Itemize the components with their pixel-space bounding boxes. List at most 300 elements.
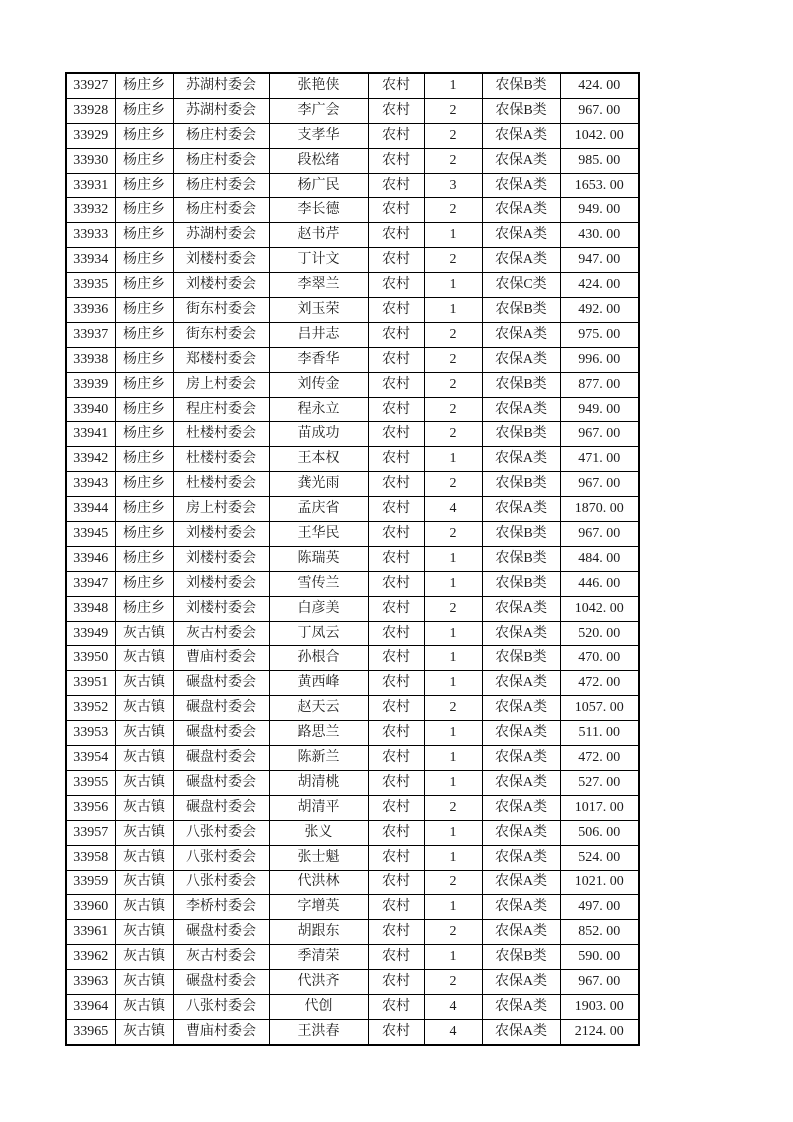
- cell-residence-type: 农村: [368, 173, 424, 198]
- cell-village-committee: 碾盘村委会: [173, 721, 269, 746]
- cell-township: 杨庄乡: [115, 372, 173, 397]
- cell-person-name: 刘传金: [269, 372, 368, 397]
- cell-person-name: 丁凤云: [269, 621, 368, 646]
- cell-township: 灰古镇: [115, 870, 173, 895]
- cell-person-count: 2: [424, 372, 482, 397]
- cell-amount: 996. 00: [560, 347, 639, 372]
- cell-person-name: 雪传兰: [269, 571, 368, 596]
- cell-record-id: 33950: [66, 646, 115, 671]
- cell-insurance-category: 农保B类: [482, 98, 560, 123]
- cell-person-count: 2: [424, 795, 482, 820]
- cell-record-id: 33957: [66, 820, 115, 845]
- table-row: [66, 795, 639, 820]
- cell-residence-type: 农村: [368, 746, 424, 771]
- cell-village-committee: 李桥村委会: [173, 895, 269, 920]
- cell-township: 杨庄乡: [115, 347, 173, 372]
- cell-village-committee: 杨庄村委会: [173, 123, 269, 148]
- cell-person-name: 王本权: [269, 447, 368, 472]
- records-table-body: [66, 73, 639, 1045]
- table-row: [66, 994, 639, 1019]
- cell-person-count: 1: [424, 298, 482, 323]
- cell-village-committee: 灰古村委会: [173, 945, 269, 970]
- cell-person-count: 1: [424, 546, 482, 571]
- table-row: [66, 173, 639, 198]
- cell-record-id: 33941: [66, 422, 115, 447]
- cell-person-name: 李广会: [269, 98, 368, 123]
- cell-insurance-category: 农保B类: [482, 571, 560, 596]
- cell-person-count: 2: [424, 148, 482, 173]
- cell-record-id: 33936: [66, 298, 115, 323]
- cell-insurance-category: 农保A类: [482, 223, 560, 248]
- cell-residence-type: 农村: [368, 223, 424, 248]
- cell-village-committee: 八张村委会: [173, 845, 269, 870]
- cell-insurance-category: 农保A类: [482, 248, 560, 273]
- cell-township: 杨庄乡: [115, 223, 173, 248]
- cell-village-committee: 八张村委会: [173, 994, 269, 1019]
- cell-village-committee: 街东村委会: [173, 322, 269, 347]
- cell-person-name: 张士魁: [269, 845, 368, 870]
- cell-person-name: 代洪齐: [269, 970, 368, 995]
- cell-village-committee: 杜楼村委会: [173, 447, 269, 472]
- cell-insurance-category: 农保A类: [482, 870, 560, 895]
- cell-insurance-category: 农保A类: [482, 447, 560, 472]
- cell-amount: 1042. 00: [560, 596, 639, 621]
- cell-person-count: 4: [424, 994, 482, 1019]
- cell-village-committee: 碾盘村委会: [173, 920, 269, 945]
- cell-amount: 471. 00: [560, 447, 639, 472]
- cell-village-committee: 刘楼村委会: [173, 596, 269, 621]
- table-row: [66, 895, 639, 920]
- cell-residence-type: 农村: [368, 770, 424, 795]
- cell-insurance-category: 农保B类: [482, 945, 560, 970]
- cell-amount: 590. 00: [560, 945, 639, 970]
- cell-village-committee: 郑楼村委会: [173, 347, 269, 372]
- cell-amount: 949. 00: [560, 198, 639, 223]
- cell-village-committee: 杜楼村委会: [173, 472, 269, 497]
- cell-person-count: 2: [424, 472, 482, 497]
- cell-township: 杨庄乡: [115, 596, 173, 621]
- cell-township: 杨庄乡: [115, 397, 173, 422]
- cell-residence-type: 农村: [368, 522, 424, 547]
- table-row: [66, 571, 639, 596]
- cell-village-committee: 苏湖村委会: [173, 223, 269, 248]
- cell-township: 杨庄乡: [115, 522, 173, 547]
- table-row: [66, 248, 639, 273]
- cell-person-name: 代创: [269, 994, 368, 1019]
- cell-residence-type: 农村: [368, 994, 424, 1019]
- cell-village-committee: 八张村委会: [173, 820, 269, 845]
- cell-insurance-category: 农保A类: [482, 621, 560, 646]
- table-row: [66, 596, 639, 621]
- cell-person-name: 丁计文: [269, 248, 368, 273]
- cell-amount: 1057. 00: [560, 696, 639, 721]
- cell-person-name: 孙根合: [269, 646, 368, 671]
- cell-insurance-category: 农保A类: [482, 994, 560, 1019]
- cell-record-id: 33931: [66, 173, 115, 198]
- cell-insurance-category: 农保A类: [482, 820, 560, 845]
- cell-residence-type: 农村: [368, 422, 424, 447]
- cell-township: 灰古镇: [115, 671, 173, 696]
- cell-person-name: 段松绪: [269, 148, 368, 173]
- cell-person-name: 程永立: [269, 397, 368, 422]
- cell-record-id: 33934: [66, 248, 115, 273]
- cell-township: 灰古镇: [115, 621, 173, 646]
- cell-township: 杨庄乡: [115, 472, 173, 497]
- cell-amount: 967. 00: [560, 422, 639, 447]
- cell-insurance-category: 农保A类: [482, 596, 560, 621]
- cell-record-id: 33963: [66, 970, 115, 995]
- cell-township: 灰古镇: [115, 820, 173, 845]
- cell-insurance-category: 农保A类: [482, 746, 560, 771]
- cell-record-id: 33927: [66, 73, 115, 98]
- table-row: [66, 223, 639, 248]
- cell-amount: 430. 00: [560, 223, 639, 248]
- cell-record-id: 33955: [66, 770, 115, 795]
- cell-amount: 492. 00: [560, 298, 639, 323]
- cell-record-id: 33962: [66, 945, 115, 970]
- cell-person-name: 陈新兰: [269, 746, 368, 771]
- table-row: [66, 322, 639, 347]
- cell-amount: 1042. 00: [560, 123, 639, 148]
- cell-person-name: 胡清桃: [269, 770, 368, 795]
- cell-amount: 1870. 00: [560, 497, 639, 522]
- cell-village-committee: 曹庙村委会: [173, 646, 269, 671]
- cell-township: 杨庄乡: [115, 198, 173, 223]
- cell-township: 灰古镇: [115, 845, 173, 870]
- cell-record-id: 33939: [66, 372, 115, 397]
- cell-record-id: 33932: [66, 198, 115, 223]
- cell-residence-type: 农村: [368, 546, 424, 571]
- cell-amount: 472. 00: [560, 746, 639, 771]
- cell-record-id: 33930: [66, 148, 115, 173]
- cell-residence-type: 农村: [368, 123, 424, 148]
- cell-village-committee: 程庄村委会: [173, 397, 269, 422]
- cell-insurance-category: 农保A类: [482, 721, 560, 746]
- cell-person-name: 龚光雨: [269, 472, 368, 497]
- table-row: [66, 621, 639, 646]
- cell-person-name: 字增英: [269, 895, 368, 920]
- cell-village-committee: 街东村委会: [173, 298, 269, 323]
- table-row: [66, 746, 639, 771]
- cell-insurance-category: 农保B类: [482, 372, 560, 397]
- cell-insurance-category: 农保A类: [482, 970, 560, 995]
- cell-person-count: 2: [424, 522, 482, 547]
- cell-insurance-category: 农保B类: [482, 546, 560, 571]
- cell-amount: 967. 00: [560, 970, 639, 995]
- cell-village-committee: 杨庄村委会: [173, 148, 269, 173]
- table-row: [66, 472, 639, 497]
- table-row: [66, 696, 639, 721]
- cell-residence-type: 农村: [368, 1019, 424, 1044]
- cell-person-count: 1: [424, 447, 482, 472]
- cell-township: 杨庄乡: [115, 546, 173, 571]
- cell-amount: 527. 00: [560, 770, 639, 795]
- cell-person-count: 1: [424, 273, 482, 298]
- cell-person-count: 2: [424, 98, 482, 123]
- cell-amount: 1903. 00: [560, 994, 639, 1019]
- cell-person-count: 1: [424, 721, 482, 746]
- cell-person-name: 支孝华: [269, 123, 368, 148]
- cell-person-count: 1: [424, 845, 482, 870]
- cell-village-committee: 刘楼村委会: [173, 546, 269, 571]
- cell-record-id: 33961: [66, 920, 115, 945]
- cell-township: 灰古镇: [115, 970, 173, 995]
- cell-record-id: 33953: [66, 721, 115, 746]
- cell-person-name: 赵书芹: [269, 223, 368, 248]
- cell-village-committee: 八张村委会: [173, 870, 269, 895]
- cell-township: 灰古镇: [115, 994, 173, 1019]
- cell-person-count: 1: [424, 621, 482, 646]
- cell-record-id: 33956: [66, 795, 115, 820]
- cell-amount: 949. 00: [560, 397, 639, 422]
- cell-person-name: 吕井志: [269, 322, 368, 347]
- cell-residence-type: 农村: [368, 298, 424, 323]
- cell-amount: 967. 00: [560, 98, 639, 123]
- cell-record-id: 33938: [66, 347, 115, 372]
- cell-record-id: 33935: [66, 273, 115, 298]
- table-row: [66, 970, 639, 995]
- cell-person-count: 2: [424, 596, 482, 621]
- table-row: [66, 770, 639, 795]
- cell-amount: 947. 00: [560, 248, 639, 273]
- cell-residence-type: 农村: [368, 596, 424, 621]
- cell-person-count: 2: [424, 696, 482, 721]
- cell-insurance-category: 农保A类: [482, 696, 560, 721]
- cell-person-name: 胡清平: [269, 795, 368, 820]
- cell-person-name: 王洪春: [269, 1019, 368, 1044]
- cell-township: 杨庄乡: [115, 123, 173, 148]
- table-row: [66, 646, 639, 671]
- cell-person-count: 2: [424, 422, 482, 447]
- cell-person-count: 2: [424, 920, 482, 945]
- cell-person-count: 3: [424, 173, 482, 198]
- table-row: [66, 497, 639, 522]
- cell-insurance-category: 农保A类: [482, 198, 560, 223]
- cell-village-committee: 灰古村委会: [173, 621, 269, 646]
- cell-township: 灰古镇: [115, 945, 173, 970]
- cell-township: 灰古镇: [115, 795, 173, 820]
- cell-township: 灰古镇: [115, 646, 173, 671]
- cell-insurance-category: 农保A类: [482, 895, 560, 920]
- cell-amount: 511. 00: [560, 721, 639, 746]
- cell-person-name: 苗成功: [269, 422, 368, 447]
- cell-township: 杨庄乡: [115, 273, 173, 298]
- cell-village-committee: 房上村委会: [173, 372, 269, 397]
- cell-person-count: 2: [424, 322, 482, 347]
- table-row: [66, 845, 639, 870]
- cell-person-name: 王华民: [269, 522, 368, 547]
- cell-village-committee: 碾盘村委会: [173, 671, 269, 696]
- cell-person-count: 4: [424, 1019, 482, 1044]
- cell-residence-type: 农村: [368, 895, 424, 920]
- cell-residence-type: 农村: [368, 920, 424, 945]
- cell-amount: 975. 00: [560, 322, 639, 347]
- cell-village-committee: 房上村委会: [173, 497, 269, 522]
- cell-residence-type: 农村: [368, 148, 424, 173]
- cell-person-count: 4: [424, 497, 482, 522]
- cell-village-committee: 碾盘村委会: [173, 770, 269, 795]
- cell-village-committee: 碾盘村委会: [173, 795, 269, 820]
- cell-record-id: 33951: [66, 671, 115, 696]
- cell-record-id: 33958: [66, 845, 115, 870]
- cell-record-id: 33954: [66, 746, 115, 771]
- cell-record-id: 33944: [66, 497, 115, 522]
- cell-person-count: 2: [424, 970, 482, 995]
- cell-insurance-category: 农保B类: [482, 472, 560, 497]
- cell-insurance-category: 农保A类: [482, 347, 560, 372]
- cell-amount: 2124. 00: [560, 1019, 639, 1044]
- cell-township: 杨庄乡: [115, 422, 173, 447]
- cell-residence-type: 农村: [368, 795, 424, 820]
- cell-township: 杨庄乡: [115, 148, 173, 173]
- cell-insurance-category: 农保A类: [482, 845, 560, 870]
- cell-amount: 1017. 00: [560, 795, 639, 820]
- cell-township: 杨庄乡: [115, 497, 173, 522]
- cell-record-id: 33960: [66, 895, 115, 920]
- cell-village-committee: 刘楼村委会: [173, 522, 269, 547]
- cell-insurance-category: 农保A类: [482, 795, 560, 820]
- cell-amount: 446. 00: [560, 571, 639, 596]
- cell-amount: 877. 00: [560, 372, 639, 397]
- cell-record-id: 33949: [66, 621, 115, 646]
- cell-village-committee: 刘楼村委会: [173, 273, 269, 298]
- cell-insurance-category: 农保A类: [482, 1019, 560, 1044]
- cell-township: 灰古镇: [115, 770, 173, 795]
- cell-village-committee: 碾盘村委会: [173, 696, 269, 721]
- cell-insurance-category: 农保A类: [482, 671, 560, 696]
- cell-amount: 520. 00: [560, 621, 639, 646]
- cell-amount: 852. 00: [560, 920, 639, 945]
- table-row: [66, 123, 639, 148]
- cell-person-name: 李翠兰: [269, 273, 368, 298]
- cell-insurance-category: 农保B类: [482, 298, 560, 323]
- cell-person-name: 陈瑞英: [269, 546, 368, 571]
- table-row: [66, 671, 639, 696]
- cell-person-count: 1: [424, 73, 482, 98]
- cell-amount: 470. 00: [560, 646, 639, 671]
- cell-insurance-category: 农保B类: [482, 522, 560, 547]
- table-row: [66, 546, 639, 571]
- cell-residence-type: 农村: [368, 845, 424, 870]
- records-table: [65, 72, 640, 1046]
- cell-person-name: 杨广民: [269, 173, 368, 198]
- table-row: [66, 422, 639, 447]
- cell-person-name: 孟庆省: [269, 497, 368, 522]
- cell-person-count: 2: [424, 198, 482, 223]
- cell-person-name: 李香华: [269, 347, 368, 372]
- table-row: [66, 98, 639, 123]
- cell-township: 灰古镇: [115, 1019, 173, 1044]
- table-row: [66, 372, 639, 397]
- cell-amount: 1021. 00: [560, 870, 639, 895]
- table-row: [66, 298, 639, 323]
- cell-insurance-category: 农保A类: [482, 173, 560, 198]
- cell-residence-type: 农村: [368, 447, 424, 472]
- cell-township: 杨庄乡: [115, 571, 173, 596]
- table-row: [66, 273, 639, 298]
- cell-person-count: 2: [424, 123, 482, 148]
- cell-township: 杨庄乡: [115, 298, 173, 323]
- cell-amount: 506. 00: [560, 820, 639, 845]
- cell-residence-type: 农村: [368, 98, 424, 123]
- cell-person-count: 1: [424, 895, 482, 920]
- cell-township: 杨庄乡: [115, 322, 173, 347]
- cell-record-id: 33952: [66, 696, 115, 721]
- cell-township: 灰古镇: [115, 721, 173, 746]
- cell-amount: 484. 00: [560, 546, 639, 571]
- table-row: [66, 148, 639, 173]
- cell-residence-type: 农村: [368, 273, 424, 298]
- cell-person-count: 1: [424, 945, 482, 970]
- cell-insurance-category: 农保B类: [482, 646, 560, 671]
- cell-insurance-category: 农保A类: [482, 123, 560, 148]
- cell-township: 杨庄乡: [115, 98, 173, 123]
- cell-insurance-category: 农保B类: [482, 422, 560, 447]
- cell-township: 杨庄乡: [115, 447, 173, 472]
- cell-person-name: 刘玉荣: [269, 298, 368, 323]
- cell-person-name: 赵天云: [269, 696, 368, 721]
- cell-amount: 967. 00: [560, 522, 639, 547]
- cell-record-id: 33928: [66, 98, 115, 123]
- cell-residence-type: 农村: [368, 646, 424, 671]
- cell-record-id: 33959: [66, 870, 115, 895]
- cell-township: 灰古镇: [115, 895, 173, 920]
- cell-residence-type: 农村: [368, 397, 424, 422]
- cell-record-id: 33942: [66, 447, 115, 472]
- cell-township: 杨庄乡: [115, 173, 173, 198]
- cell-record-id: 33948: [66, 596, 115, 621]
- cell-record-id: 33943: [66, 472, 115, 497]
- cell-township: 灰古镇: [115, 746, 173, 771]
- table-row: [66, 347, 639, 372]
- table-row: [66, 870, 639, 895]
- cell-residence-type: 农村: [368, 696, 424, 721]
- cell-residence-type: 农村: [368, 945, 424, 970]
- cell-amount: 524. 00: [560, 845, 639, 870]
- cell-record-id: 33937: [66, 322, 115, 347]
- cell-person-count: 2: [424, 248, 482, 273]
- cell-person-count: 1: [424, 223, 482, 248]
- cell-person-count: 2: [424, 870, 482, 895]
- cell-village-committee: 刘楼村委会: [173, 248, 269, 273]
- cell-insurance-category: 农保A类: [482, 770, 560, 795]
- cell-township: 杨庄乡: [115, 248, 173, 273]
- cell-residence-type: 农村: [368, 820, 424, 845]
- table-row: [66, 945, 639, 970]
- cell-person-count: 1: [424, 671, 482, 696]
- cell-record-id: 33947: [66, 571, 115, 596]
- cell-insurance-category: 农保B类: [482, 73, 560, 98]
- cell-amount: 967. 00: [560, 472, 639, 497]
- cell-person-name: 李长德: [269, 198, 368, 223]
- cell-person-count: 1: [424, 571, 482, 596]
- cell-village-committee: 曹庙村委会: [173, 1019, 269, 1044]
- table-row: [66, 522, 639, 547]
- table-row: [66, 920, 639, 945]
- cell-insurance-category: 农保A类: [482, 497, 560, 522]
- cell-insurance-category: 农保C类: [482, 273, 560, 298]
- cell-person-name: 白彦美: [269, 596, 368, 621]
- cell-person-count: 1: [424, 820, 482, 845]
- cell-person-name: 张艳侠: [269, 73, 368, 98]
- table-row: [66, 721, 639, 746]
- cell-residence-type: 农村: [368, 571, 424, 596]
- cell-amount: 472. 00: [560, 671, 639, 696]
- cell-village-committee: 刘楼村委会: [173, 571, 269, 596]
- cell-person-name: 张义: [269, 820, 368, 845]
- cell-person-count: 1: [424, 770, 482, 795]
- cell-insurance-category: 农保A类: [482, 397, 560, 422]
